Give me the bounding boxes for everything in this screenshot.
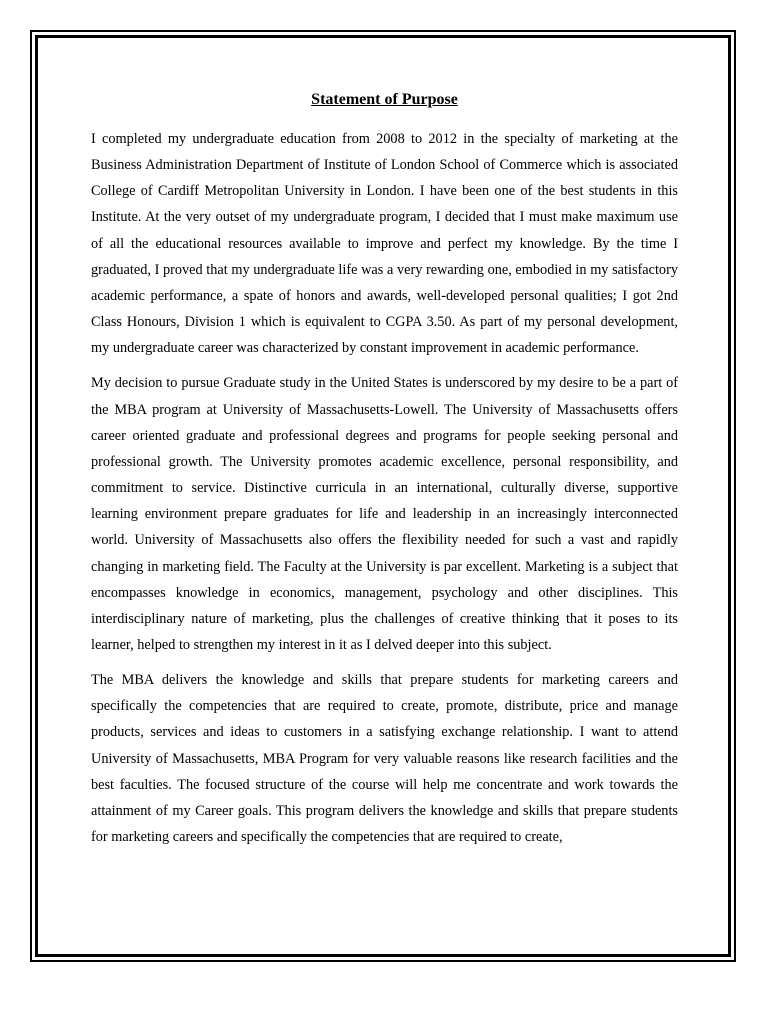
document-title: Statement of Purpose (311, 91, 458, 108)
paragraph-mba: The MBA delivers the knowledge and skills that prepare students for marketing careers and specifically the competencies that are required to create, promote, distribute, price and manage products, services and ideas to customers in a satisfying exchange relationship. I want to attend University of Massachusetts, MBA Program for very valuable reasons like research facilities and the best faculties. The focused structure of the course will help me concentrate and work towards the attainment of my Career goals. This program delivers the knowledge and skills that prepare students for marketing careers and specifically the competencies that are required to create, (91, 672, 678, 846)
document-body (91, 89, 678, 859)
paragraph-undergraduate: I completed my undergraduate education from 2008 to 2012 in the specialty of marketing at the Business Administration Department of Institute of London School of Commerce which is associated College of Cardiff Metropolitan University in London. I have been one of the best students in this Institute. At the very outset of my undergraduate program, I decided that I must make maximum use of all the educational resources available to improve and perfect my knowledge. By the time I graduated, I proved that my undergraduate life was a very rewarding one, embodied in my satisfactory academic performance, a spate of honors and awards, well-developed personal qualities; I got 2nd Class Honours, Division 1 which is equivalent to CGPA 3.50. As part of my personal development, my undergraduate career was characterized by constant improvement in academic performance. (91, 131, 678, 357)
paragraph-graduate-study: My decision to pursue Graduate study in the United States is underscored by my desire to be a part of the MBA program at University of Massachusetts-Lowell. The University of Massachusetts offers career oriented graduate and professional degrees and programs for people seeking personal and professional growth. The University promotes academic excellence, personal responsibility, and commitment to service. Distinctive curricula in an international, culturally diverse, supportive learning environment prepare graduates for life and leadership in an increasingly interconnected world. University of Massachusetts also offers the flexibility needed for such a vast and rapidly changing in marketing field. The Faculty at the University is par excellent. Marketing is a subject that encompasses knowledge in economics, management, psychology and other disciplines. This interdisciplinary nature of marketing, plus the challenges of creative thinking that it poses to its learner, helped to strengthen my interest in it as I delved deeper into this subject. (91, 375, 678, 653)
